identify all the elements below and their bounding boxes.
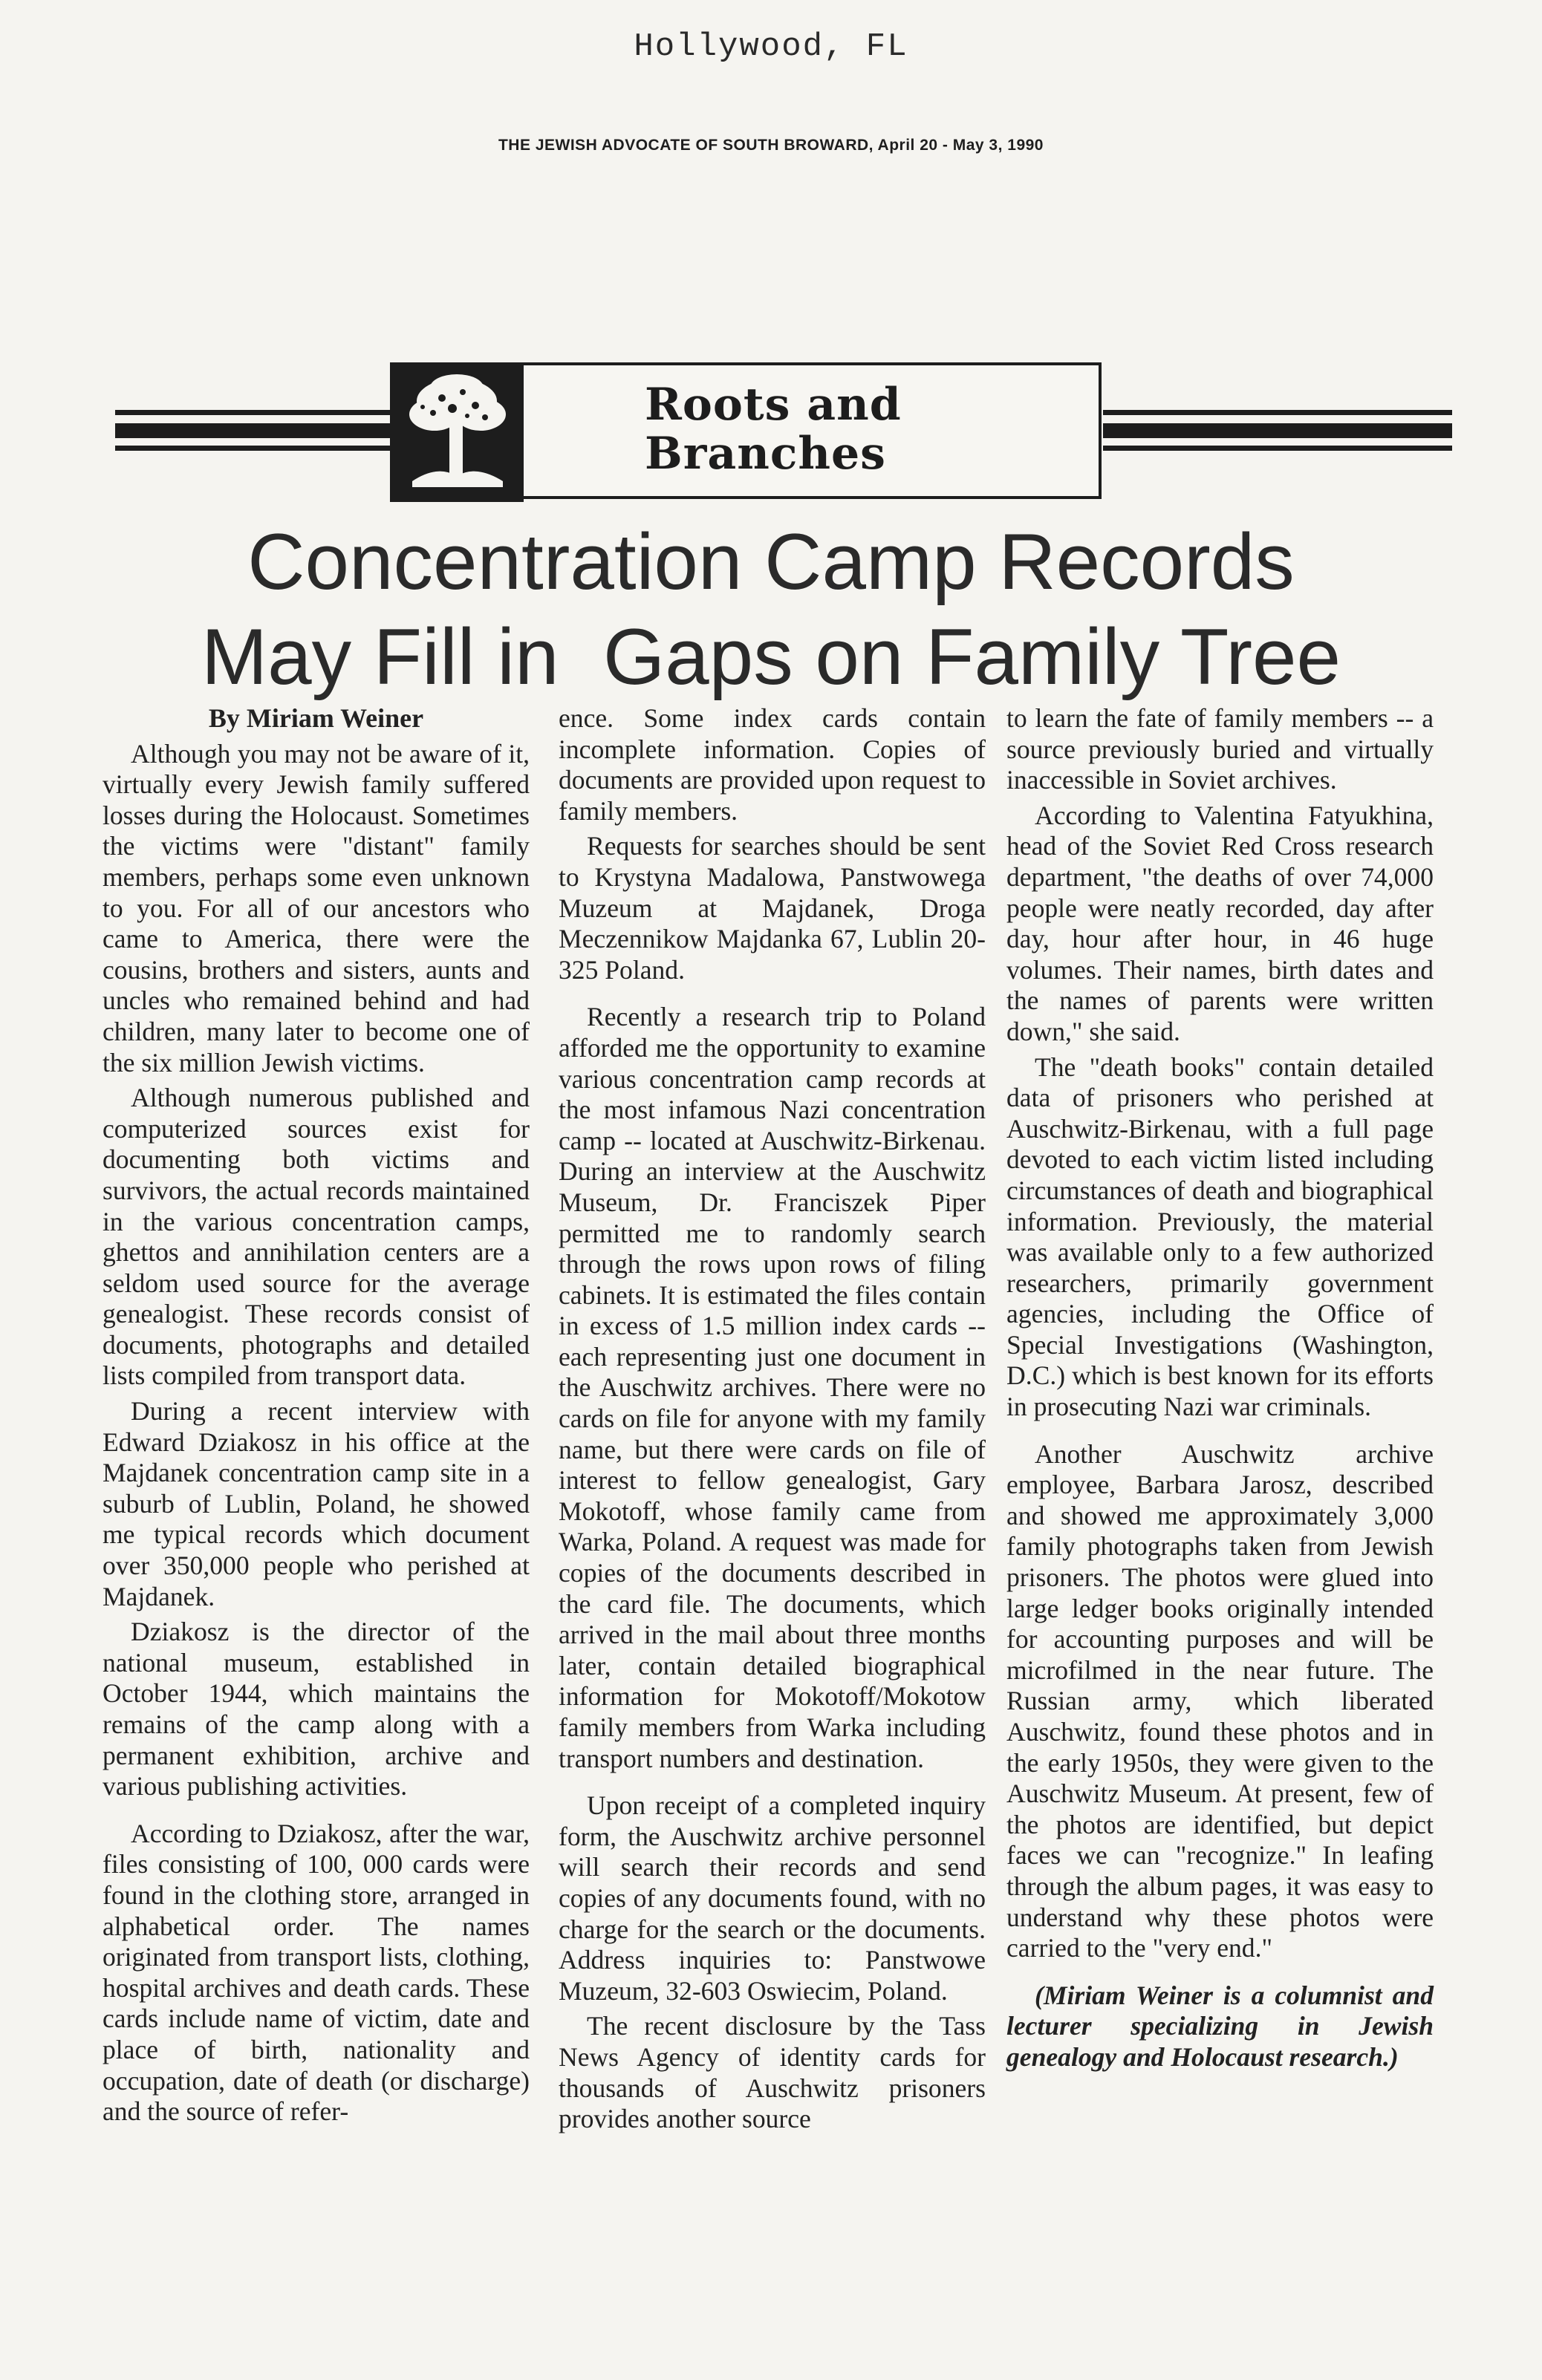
byline: By Miriam Weiner bbox=[208, 703, 424, 733]
paragraph: The "death books" contain detailed data of prisoners who perished at Auschwitz-Birkenau, with a full page devoted to each victim listed including circumstances of death and biographical information. Previously, the material was available only to a few authorized researchers, primarily government agencies, including the Office of Special Investigations (Washington, D.C.) which is best known for its efforts in prosecuting Nazi war criminals. bbox=[1006, 1052, 1434, 1422]
headline-line-2: May Fill in Gaps on Family Tree bbox=[201, 612, 1341, 701]
location-annotation: Hollywood, FL bbox=[634, 28, 908, 65]
author-note: (Miriam Weiner is a columnist and lecturer specializing in Jewish genealogy and Holocaust research.) bbox=[1006, 1980, 1434, 2072]
paragraph: According to Dziakosz, after the war, files consisting of 100, 000 cards were found in the clothing store, arranged in alphabetical order. The names originated from transport lists, clothing, hospital archives and death cards. These cards include name of victim, date and place of birth, nationality and occupation, date of death (or discharge) and the source of refer- bbox=[103, 1818, 530, 2127]
header-rule-left bbox=[115, 410, 390, 457]
paragraph: Dziakosz is the director of the national museum, established in October 1944, which maintains the remains of the camp along with a permanent exhibition, archive and various publishing activities. bbox=[103, 1617, 530, 1802]
article-column-3 bbox=[1006, 703, 1434, 2078]
paragraph: Requests for searches should be sent to Krystyna Madalowa, Panstwowega Muzeum at Majdanek, Droga Meczennikow Majdanka 67, Lublin 20-325 Poland. bbox=[559, 831, 986, 985]
paragraph: Recently a research trip to Poland afforded me the opportunity to examine various concentration camp records at the most infamous Nazi concentration camp -- located at Auschwitz-Birkenau. During an interview at the Auschwitz Museum, Dr. Franciszek Piper permitted me to randomly search through the rows upon rows of filing cabinets. It is estimated the files contain in excess of 1.5 million index cards -- each representing just one document in the Auschwitz archives. There were no cards on file for anyone with my family name, but there were cards on file of interest to fellow genealogist, Gary Mokotoff, whose family came from Warka, Poland. A request was made for copies of the documents described in the card file. The documents, which arrived in the mail about three months later, contain detailed biographical information for Mokotoff/Mokotow family members from Warka including transport numbers and destination. bbox=[559, 1002, 986, 1773]
paragraph: According to Valentina Fatyukhina, head of the Soviet Red Cross research department, "the deaths of over 74,000 people were neatly recorded, day after day, hour after hour, in 46 huge volumes. Their names, birth dates and the names of parents were written down," she said. bbox=[1006, 800, 1434, 1046]
headline-line-1: Concentration Camp Records bbox=[247, 517, 1295, 606]
column-name bbox=[645, 380, 1016, 478]
paragraph: ence. Some index cards contain incomplete information. Copies of documents are provided upon request to family members. bbox=[559, 703, 986, 826]
header-rule-right bbox=[1103, 410, 1452, 457]
article-column-2 bbox=[559, 703, 986, 2139]
column-name-line-1: Roots and bbox=[645, 379, 902, 431]
paragraph: Upon receipt of a completed inquiry form, the Auschwitz archive personnel will search their records and send copies of any documents found, with no charge for the search or the documents. Address inquiries to: Panstwowe Muzeum, 32-603 Oswiecim, Poland. bbox=[559, 1790, 986, 2006]
publication-dateline: THE JEWISH ADVOCATE OF SOUTH BROWARD, April 20 - May 3, 1990 bbox=[498, 137, 1044, 154]
paragraph: The recent disclosure by the Tass News Agency of identity cards for thousands of Auschwitz prisoners provides another source bbox=[559, 2011, 986, 2134]
paragraph: Although numerous published and computerized sources exist for documenting both victims and survivors, the actual records maintained in the various concentration camps, ghettos and annihilation centers are a seldom used source for the average genealogist. These records consist of documents, photographs and detailed lists compiled from transport data. bbox=[103, 1083, 530, 1391]
paragraph: Although you may not be aware of it, virtually every Jewish family suffered losses during the Holocaust. Sometimes the victims were "distant" family members, perhaps some even unknown to you. For all of our ancestors who came to America, there were the cousins, brothers and sisters, aunts and uncles who remained behind and had children, many later to become one of the six million Jewish victims. bbox=[103, 738, 530, 1077]
article-column-1 bbox=[103, 703, 530, 2132]
column-name-line-2: Branches bbox=[645, 428, 886, 480]
paragraph: Another Auschwitz archive employee, Barbara Jarosz, described and showed me approximately 3,000 family photographs taken from Jewish prisoners. The photos were glued into large ledger books originally intended for accounting purposes and will be microfilmed in the near future. The Russian army, which liberated Auschwitz, found these photos and in the early 1950s, they were given to the Auschwitz Museum. At present, few of the photos are identified, but depict faces we can "recognize." In leafing through the album pages, it was easy to understand why these photos were carried to the "very end." bbox=[1006, 1438, 1434, 1963]
article-headline bbox=[0, 514, 1542, 704]
paragraph: During a recent interview with Edward Dziakosz in his office at the Majdanek concentration camp site in a suburb of Lublin, Poland, he showed me typical records which document over 350,000 people who perished at Majdanek. bbox=[103, 1396, 530, 1611]
tree-icon bbox=[390, 362, 524, 502]
paragraph: to learn the fate of family members -- a source previously buried and virtually inaccessible in Soviet archives. bbox=[1006, 703, 1434, 795]
